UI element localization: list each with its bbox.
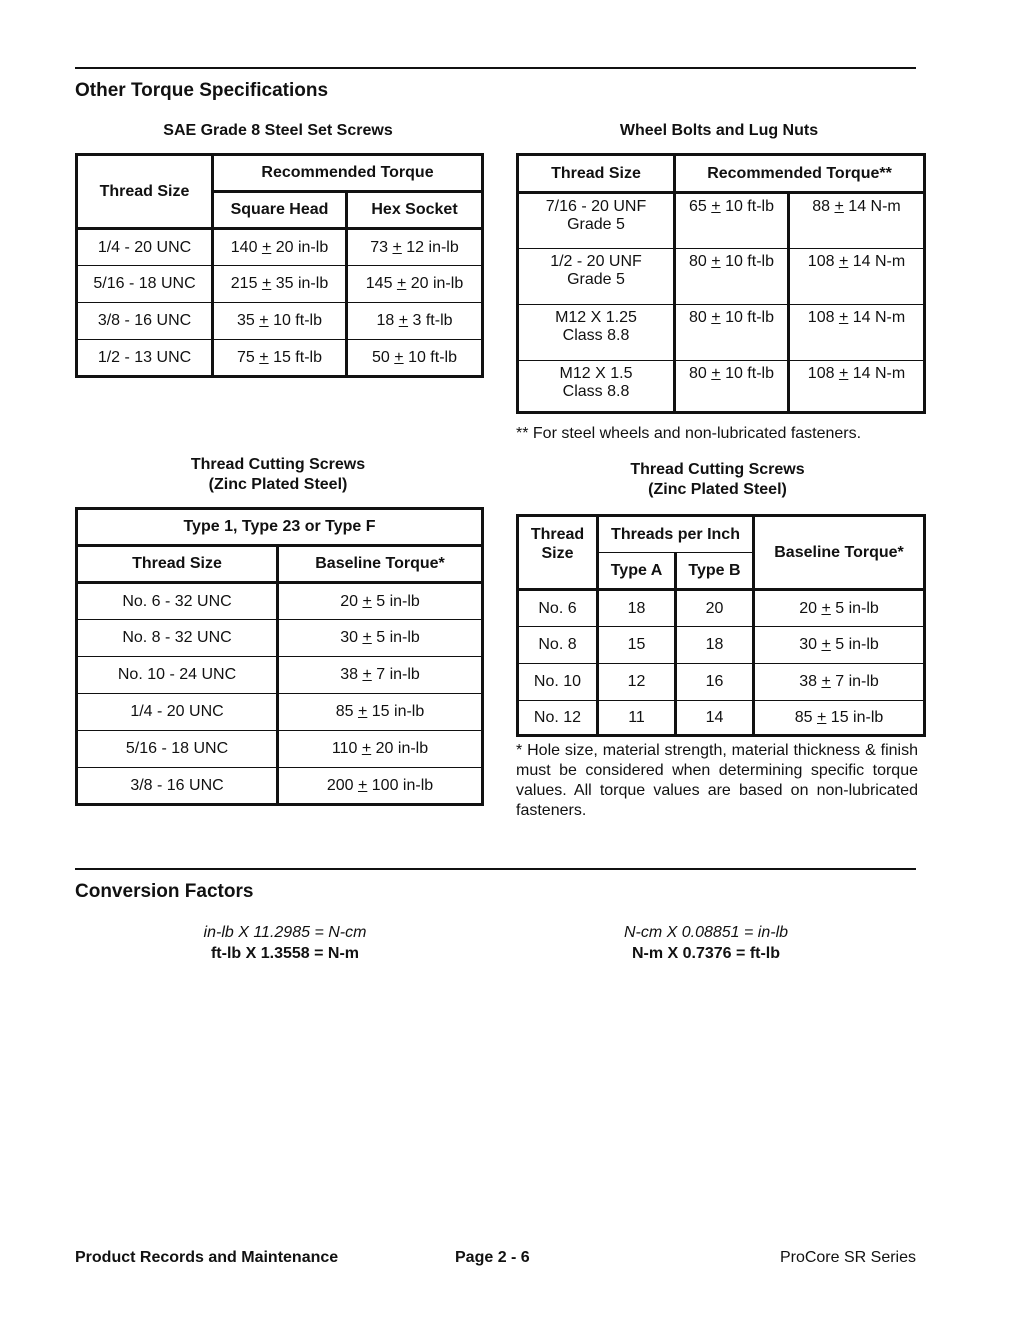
tcs-left-caption: Thread Cutting Screws (Zinc Plated Steel) — [190, 456, 366, 493]
table-row — [77, 768, 483, 805]
wheel-header-recommended: Recommended Torque** — [675, 155, 925, 193]
tcs-right-type-b-cell: 20 — [676, 590, 754, 627]
table-row — [518, 193, 925, 249]
tcs-right-type-a-cell: 18 — [598, 590, 676, 627]
tcs-right-table — [516, 514, 926, 737]
tcs-right-size-cell: No. 6 — [518, 590, 598, 627]
table-row — [77, 303, 483, 340]
footer-right: ProCore SR Series — [779, 1249, 916, 1266]
tcs-left-size-cell: No. 10 - 24 UNC — [77, 657, 278, 694]
conversion-rule — [75, 868, 916, 870]
tcs-left-header-type: Type 1, Type 23 or Type F — [77, 509, 483, 546]
sae-hex-cell: 73 + 12 in-lb — [347, 229, 483, 266]
wheel-ftlb-cell: 80 + 10 ft-lb — [675, 249, 789, 305]
tcs-left-torque-cell: 30 + 5 in-lb — [278, 620, 483, 657]
footer-page-number: Page 2 - 6 — [455, 1249, 530, 1266]
sae-square-cell: 75 + 15 ft-lb — [213, 340, 347, 377]
wheel-ftlb-cell: 80 + 10 ft-lb — [675, 305, 789, 361]
sae-size-cell: 1/4 - 20 UNC — [77, 229, 213, 266]
conversion-ftlb-to-nm: ft-lb X 1.3558 = N-m — [210, 945, 360, 962]
table-row — [518, 305, 925, 361]
sae-square-cell: 35 + 10 ft-lb — [213, 303, 347, 340]
sae-size-cell: 5/16 - 18 UNC — [77, 266, 213, 303]
table-row — [77, 694, 483, 731]
wheel-size-cell: M12 X 1.5 Class 8.8 — [518, 361, 675, 413]
table-row — [77, 731, 483, 768]
tcs-right-type-b-cell: 14 — [676, 701, 754, 736]
tcs-right-type-a-cell: 12 — [598, 664, 676, 701]
tcs-right-type-b-cell: 16 — [676, 664, 754, 701]
tcs-right-header-type-b: Type B — [676, 553, 754, 590]
table-row — [518, 664, 925, 701]
sae-header-thread-size: Thread Size — [77, 155, 213, 229]
conversion-nm-to-ftlb: N-m X 0.7376 = ft-lb — [631, 945, 781, 962]
sae-torque-table — [75, 153, 484, 378]
wheel-caption: Wheel Bolts and Lug Nuts — [619, 122, 819, 139]
sae-hex-cell: 18 + 3 ft-lb — [347, 303, 483, 340]
wheel-footnote: ** For steel wheels and non-lubricated fasteners. — [516, 425, 862, 442]
tcs-right-torque-cell: 20 + 5 in-lb — [754, 590, 925, 627]
tcs-left-torque-cell: 110 + 20 in-lb — [278, 731, 483, 768]
table-row — [77, 266, 483, 303]
tcs-right-type-a-cell: 15 — [598, 627, 676, 664]
tcs-right-size-cell: No. 12 — [518, 701, 598, 736]
tcs-left-header-thread: Thread Size — [77, 546, 278, 583]
tcs-left-size-cell: 3/8 - 16 UNC — [77, 768, 278, 805]
tcs-right-torque-cell: 30 + 5 in-lb — [754, 627, 925, 664]
sae-header-recommended: Recommended Torque — [213, 155, 483, 192]
wheel-size-cell: 7/16 - 20 UNF Grade 5 — [518, 193, 675, 249]
tcs-right-torque-cell: 85 + 15 in-lb — [754, 701, 925, 736]
table-row — [518, 361, 925, 413]
table-row — [77, 229, 483, 266]
sae-square-cell: 215 + 35 in-lb — [213, 266, 347, 303]
section-title-torque: Other Torque Specifications — [75, 80, 329, 101]
tcs-right-caption: Thread Cutting Screws (Zinc Plated Steel) — [630, 461, 805, 498]
tcs-footnote: * Hole size, material strength, material thickness & finish must be considered when determining specific torque values. All torque values are based on non-lubricated fasteners. — [516, 742, 918, 819]
sae-caption: SAE Grade 8 Steel Set Screws — [163, 122, 393, 139]
table-row — [77, 620, 483, 657]
wheel-size-cell: M12 X 1.25 Class 8.8 — [518, 305, 675, 361]
conversion-right — [496, 922, 916, 964]
tcs-right-size-cell: No. 10 — [518, 664, 598, 701]
tcs-left-torque-cell: 20 + 5 in-lb — [278, 583, 483, 620]
tcs-left-size-cell: 5/16 - 18 UNC — [77, 731, 278, 768]
wheel-header-thread-size: Thread Size — [518, 155, 675, 193]
tcs-left-torque-cell: 200 + 100 in-lb — [278, 768, 483, 805]
tcs-left-header-baseline: Baseline Torque* — [278, 546, 483, 583]
tcs-left-size-cell: 1/4 - 20 UNC — [77, 694, 278, 731]
sae-hex-cell: 145 + 20 in-lb — [347, 266, 483, 303]
sae-size-cell: 3/8 - 16 UNC — [77, 303, 213, 340]
wheel-torque-table — [516, 153, 926, 414]
tcs-right-type-b-cell: 18 — [676, 627, 754, 664]
conversion-ncm-to-inlb: N-cm X 0.08851 = in-lb — [623, 924, 789, 941]
tcs-right-header-thread: Thread Size — [518, 516, 598, 590]
tcs-right-header-type-a: Type A — [598, 553, 676, 590]
wheel-ftlb-cell: 65 + 10 ft-lb — [675, 193, 789, 249]
wheel-ftlb-cell: 80 + 10 ft-lb — [675, 361, 789, 413]
tcs-right-header-tpi: Threads per Inch — [598, 516, 754, 553]
table-row — [77, 583, 483, 620]
tcs-left-table — [75, 507, 484, 806]
tcs-left-torque-cell: 38 + 7 in-lb — [278, 657, 483, 694]
wheel-nm-cell: 88 + 14 N-m — [789, 193, 925, 249]
tcs-right-torque-cell: 38 + 7 in-lb — [754, 664, 925, 701]
table-row — [77, 340, 483, 377]
table-row — [518, 590, 925, 627]
sae-hex-cell: 50 + 10 ft-lb — [347, 340, 483, 377]
sae-square-cell: 140 + 20 in-lb — [213, 229, 347, 266]
tcs-left-torque-cell: 85 + 15 in-lb — [278, 694, 483, 731]
footer-left: Product Records and Maintenance — [75, 1249, 339, 1266]
conversion-inlb-to-ncm: in-lb X 11.2985 = N-cm — [203, 924, 367, 941]
sae-header-hex-socket: Hex Socket — [347, 192, 483, 229]
table-row — [518, 627, 925, 664]
tcs-right-header-baseline: Baseline Torque* — [754, 516, 925, 590]
wheel-size-cell: 1/2 - 20 UNF Grade 5 — [518, 249, 675, 305]
table-row — [518, 701, 925, 736]
tcs-right-type-a-cell: 11 — [598, 701, 676, 736]
wheel-nm-cell: 108 + 14 N-m — [789, 361, 925, 413]
wheel-nm-cell: 108 + 14 N-m — [789, 249, 925, 305]
sae-size-cell: 1/2 - 13 UNC — [77, 340, 213, 377]
section-title-conversion: Conversion Factors — [75, 881, 254, 902]
table-row — [518, 249, 925, 305]
tcs-left-size-cell: No. 8 - 32 UNC — [77, 620, 278, 657]
table-row — [77, 657, 483, 694]
sae-header-square-head: Square Head — [213, 192, 347, 229]
tcs-right-size-cell: No. 8 — [518, 627, 598, 664]
tcs-left-size-cell: No. 6 - 32 UNC — [77, 583, 278, 620]
conversion-left — [75, 922, 495, 964]
wheel-nm-cell: 108 + 14 N-m — [789, 305, 925, 361]
top-rule — [75, 67, 916, 69]
